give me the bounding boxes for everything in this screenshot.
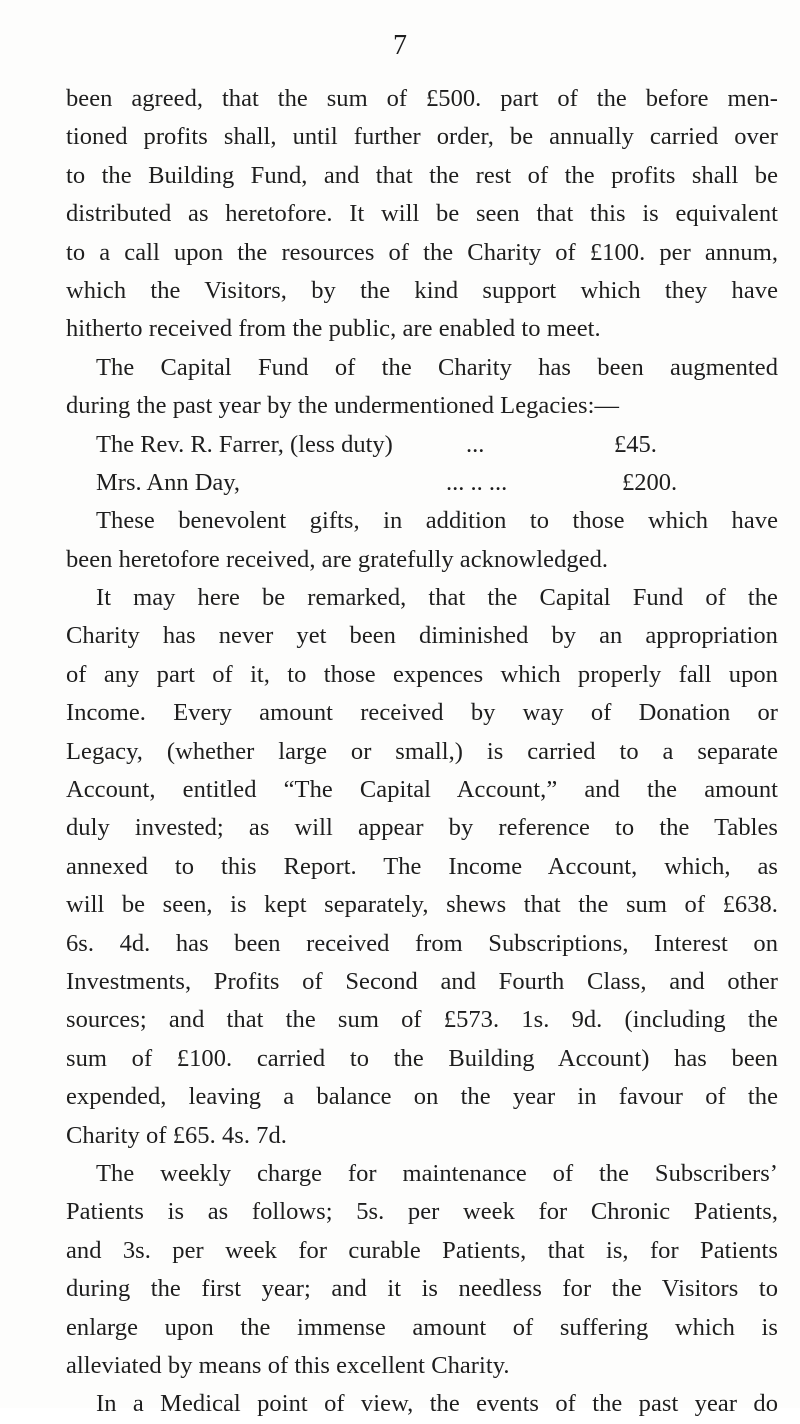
text-line: of any part of it, to those expences which properly fall upon xyxy=(66,660,778,688)
legacy-amount: £200. xyxy=(622,468,678,496)
text-line: been agreed, that the sum of £500. part of the before men- xyxy=(66,85,778,112)
text-line: Investments, Profits of Second and Fourth Class, and other xyxy=(66,967,778,995)
paragraph-start-line: The weekly charge for maintenance of the Subscribers’ xyxy=(96,1159,778,1187)
text-line: hitherto received from the public, are enabled to meet. xyxy=(66,315,601,343)
text-line: during the past year by the undermentioned Legacies:— xyxy=(66,392,620,420)
text-line: sources; and that the sum of £573. 1s. 9d. (including the xyxy=(66,1006,778,1034)
paragraph-start-line: The Capital Fund of the Charity has been augmented xyxy=(96,353,778,381)
legacy-row xyxy=(66,426,778,464)
legacy-leader-dots: ... .. ... xyxy=(446,468,508,496)
text-line: Income. Every amount received by way of Donation or xyxy=(66,699,778,727)
text-line: expended, leaving a balance on the year in favour of the xyxy=(66,1083,778,1111)
paragraph-start-line: In a Medical point of view, the events of the past year do xyxy=(96,1390,778,1418)
legacy-name: The Rev. R. Farrer, (less duty) xyxy=(96,430,393,458)
legacy-name: Mrs. Ann Day, xyxy=(96,468,241,496)
text-line: annexed to this Report. The Income Account, which, as xyxy=(66,852,778,880)
text-line: to the Building Fund, and that the rest of the profits shall be xyxy=(66,161,778,189)
text-line: alleviated by means of this excellent Charity. xyxy=(66,1351,510,1379)
text-line: and 3s. per week for curable Patients, that is, for Patients xyxy=(66,1236,778,1264)
text-line: Account, entitled “The Capital Account,” and the amount xyxy=(66,776,778,804)
text-line: which the Visitors, by the kind support which they have xyxy=(66,276,778,304)
text-line: duly invested; as will appear by reference to the Tables xyxy=(66,814,778,842)
text-line: Charity of £65. 4s. 7d. xyxy=(66,1121,287,1149)
paragraph-start-line: These benevolent gifts, in addition to those which have xyxy=(96,507,778,535)
text-line: to a call upon the resources of the Charity of £100. per annum, xyxy=(66,238,778,266)
text-line: enlarge upon the immense amount of suffering which is xyxy=(66,1313,778,1341)
text-line: Charity has never yet been diminished by an appropriation xyxy=(66,622,778,650)
text-line: will be seen, is kept separately, shews that the sum of £638. xyxy=(66,891,778,919)
text-line: tioned profits shall, until further order, be annually carried over xyxy=(66,123,778,151)
text-line: sum of £100. carried to the Building Account) has been xyxy=(66,1044,778,1072)
paragraph-start-line: It may here be remarked, that the Capital Fund of the xyxy=(96,584,778,612)
body-text xyxy=(66,80,778,1424)
text-line: Patients is as follows; 5s. per week for Chronic Patients, xyxy=(66,1198,778,1226)
text-line: been heretofore received, are gratefully acknowledged. xyxy=(66,545,609,573)
text-line: during the first year; and it is needless for the Visitors to xyxy=(66,1275,778,1303)
text-line: distributed as heretofore. It will be seen that this is equivalent xyxy=(66,200,778,228)
legacy-leader-dots: ... xyxy=(466,430,485,458)
text-line: 6s. 4d. has been received from Subscriptions, Interest on xyxy=(66,929,778,957)
text-line: Legacy, (whether large or small,) is carried to a separate xyxy=(66,737,778,765)
page-number: 7 xyxy=(393,30,407,61)
legacy-amount: £45. xyxy=(614,430,657,458)
legacy-row xyxy=(66,464,778,502)
